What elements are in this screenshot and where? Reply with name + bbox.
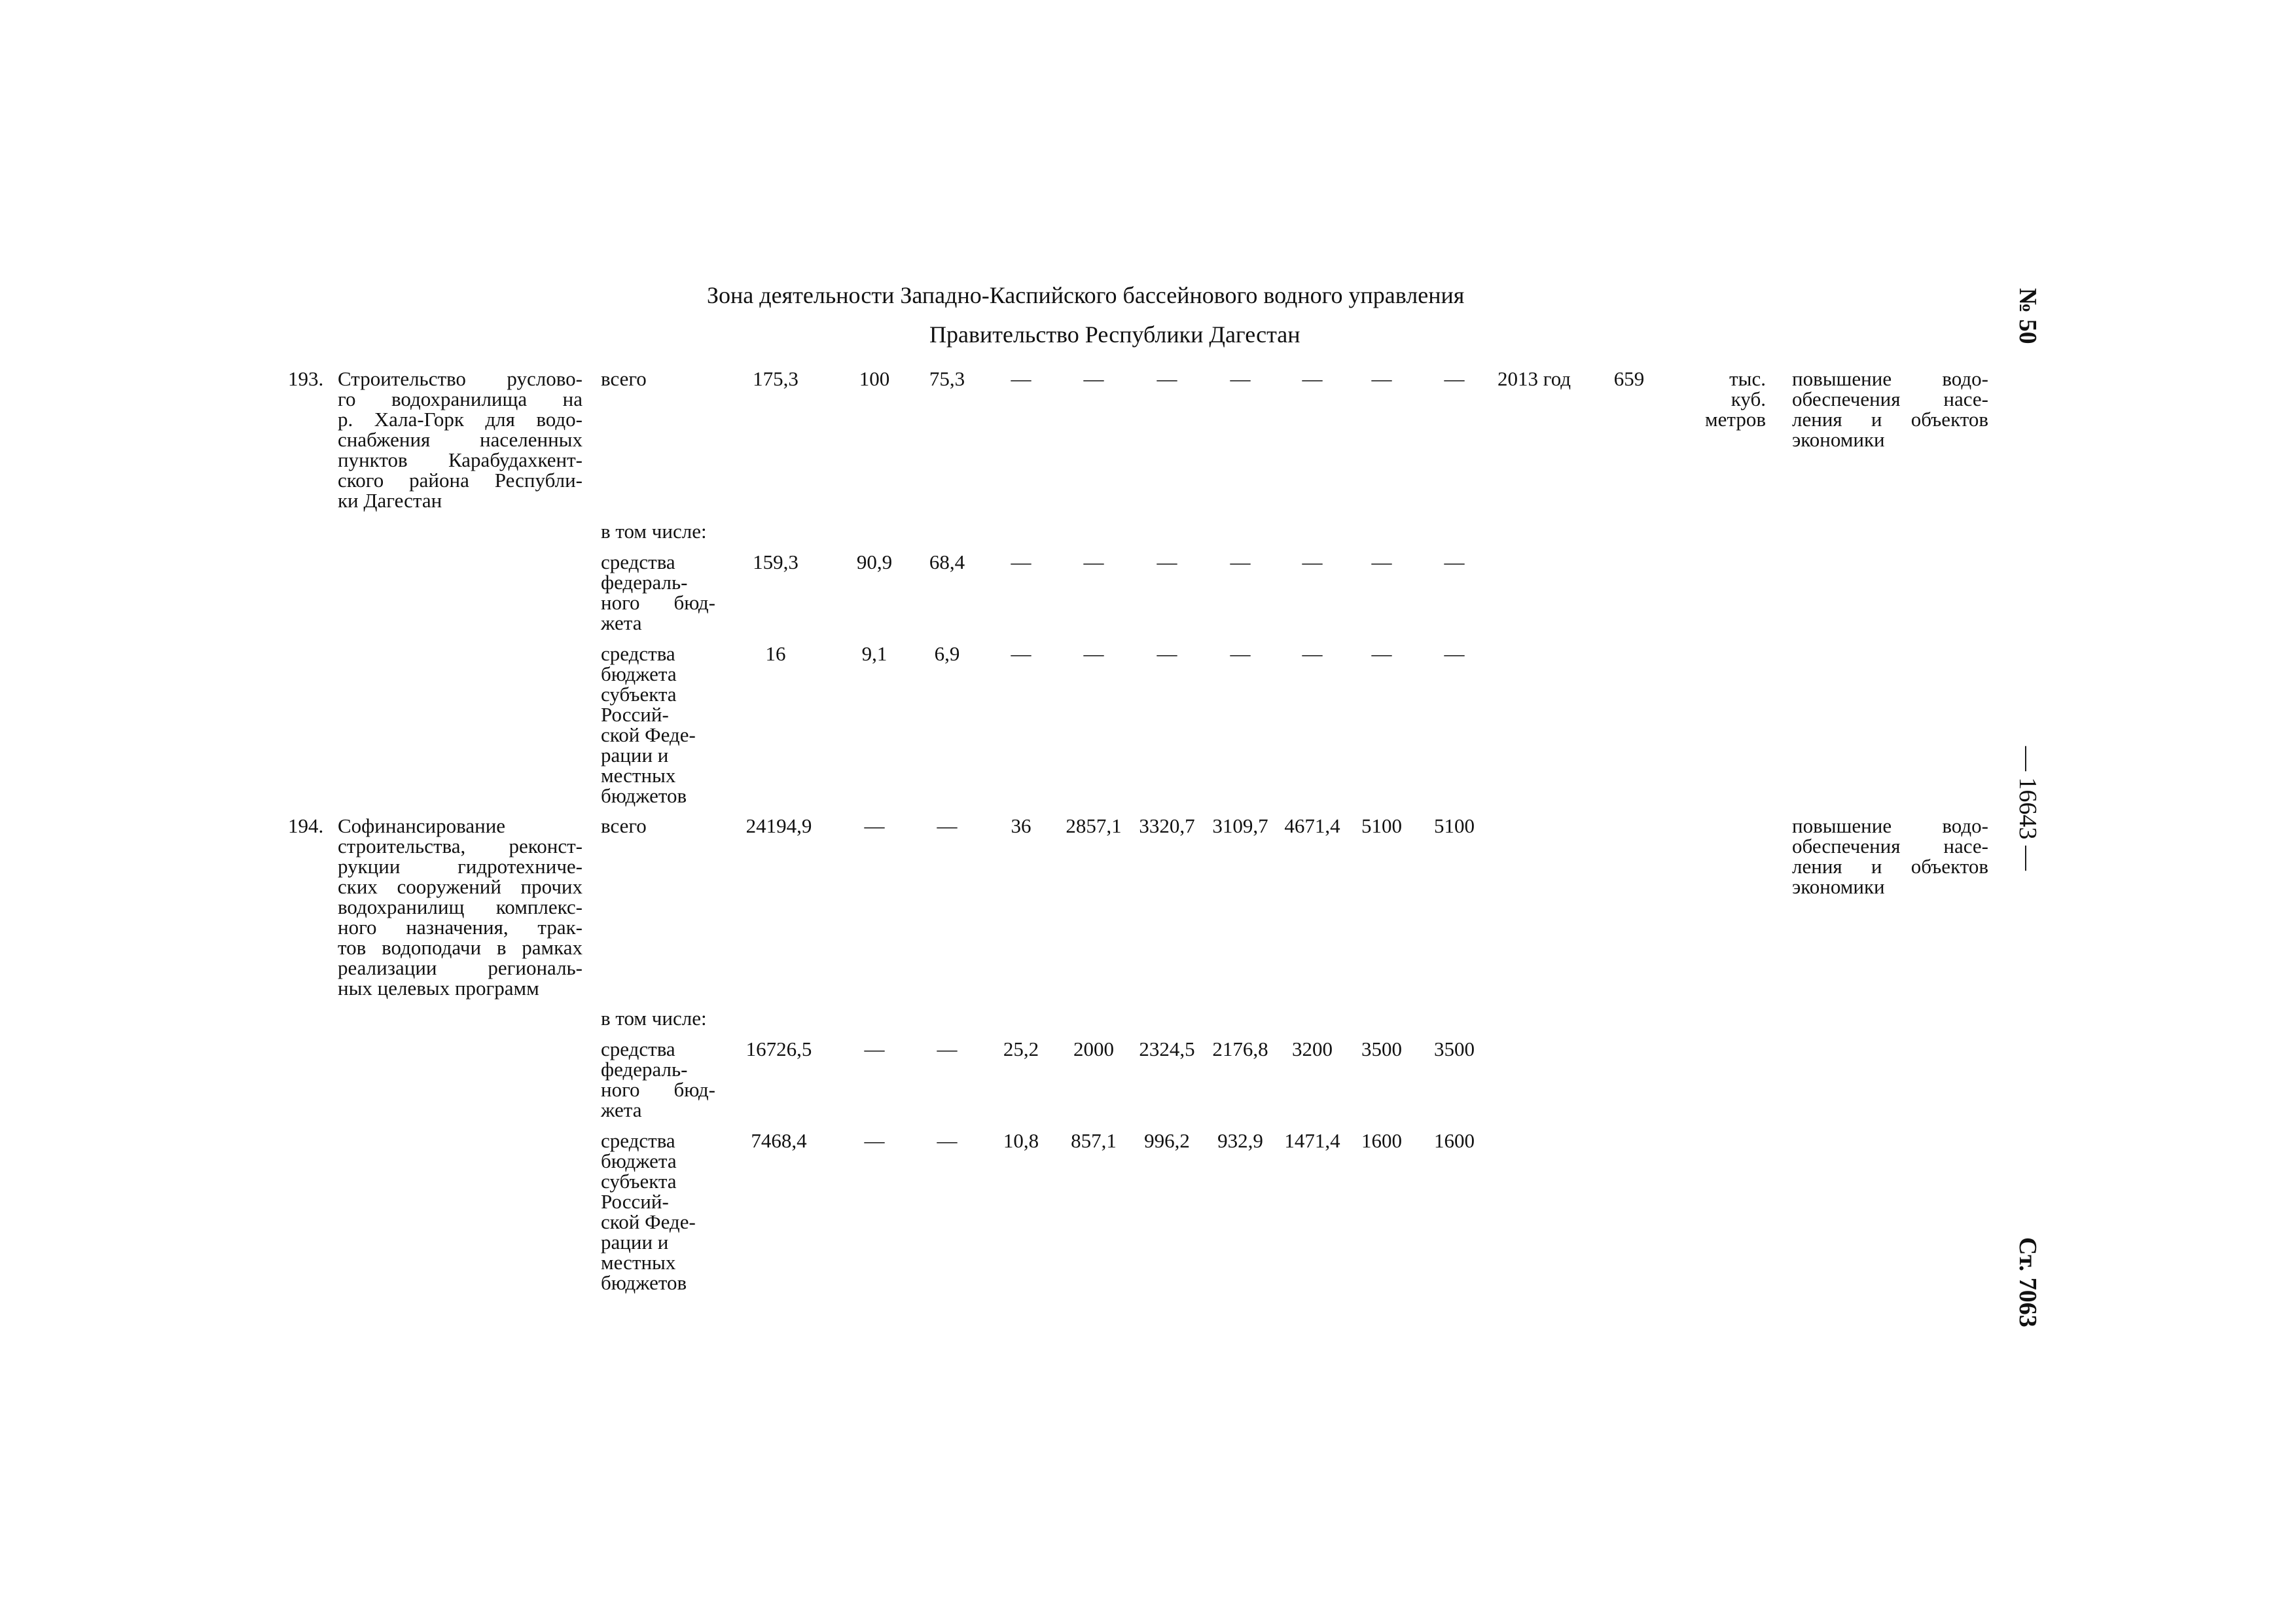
value-2014: —	[1083, 550, 1104, 573]
value-2019: —	[1444, 642, 1465, 665]
page-number: — 16643 —	[2014, 746, 2041, 871]
value-total: 16	[765, 642, 786, 665]
including-label: в том числе:	[601, 1007, 707, 1030]
value-2016: —	[1230, 367, 1251, 390]
regional-label: средства бюджета субъекта Россий- ской Феде- рации и местных бюджетов	[601, 642, 696, 807]
value-2013: —	[1011, 642, 1031, 665]
value-2016: 3109,7	[1212, 814, 1268, 837]
federal-label: средства федераль- ного бюд- жета	[601, 550, 715, 634]
value-2011: 9,1	[861, 642, 888, 665]
capacity: 659	[1613, 367, 1645, 390]
value-total: 175,3	[753, 367, 798, 390]
value-2013: 36	[1011, 814, 1031, 837]
value-total: 16726,5	[745, 1038, 812, 1060]
value-2016: 2176,8	[1212, 1038, 1268, 1060]
value-2018: —	[1371, 367, 1392, 390]
expected-result: повышение водо- обеспечения насе- ления и объектов экономики	[1792, 814, 1988, 898]
value-2019: —	[1444, 367, 1465, 390]
value-total: 7468,4	[751, 1129, 807, 1152]
value-2011: —	[864, 1038, 885, 1060]
measure-name: Софинансирование строительства, реконст- рукции гидротехниче- ских сооружений прочих водохранилищ комплекс- ного назначения, трак- тов водоподачи в рамках реализации региональ- ных целевых программ	[338, 814, 583, 1000]
value-2018: —	[1371, 642, 1392, 665]
value-2017: 4671,4	[1284, 814, 1340, 837]
value-2012: 6,9	[934, 642, 960, 665]
value-2011: 90,9	[856, 550, 893, 573]
value-2017: —	[1302, 550, 1323, 573]
value-total: 159,3	[753, 550, 798, 573]
value-2013: 25,2	[1003, 1038, 1039, 1060]
value-2018: —	[1371, 550, 1392, 573]
value-2011: —	[864, 1129, 885, 1152]
value-2012: 68,4	[929, 550, 965, 573]
unit: тыс. куб. метров	[1705, 367, 1766, 431]
value-2015: 3320,7	[1139, 814, 1195, 837]
government-title: Правительство Республики Дагестан	[929, 321, 1300, 348]
value-2019: —	[1444, 550, 1465, 573]
value-2013: 10,8	[1003, 1129, 1039, 1152]
value-2011: —	[864, 814, 885, 837]
value-2015: 2324,5	[1139, 1038, 1195, 1060]
value-2012: —	[937, 814, 958, 837]
value-2019: 1600	[1434, 1129, 1475, 1152]
value-2016: —	[1230, 642, 1251, 665]
value-2014: —	[1083, 367, 1104, 390]
total-label: всего	[601, 367, 647, 390]
value-2014: —	[1083, 642, 1104, 665]
value-2012: 75,3	[929, 367, 965, 390]
expected-result: повышение водо- обеспечения насе- ления и объектов экономики	[1792, 367, 1988, 451]
value-2017: —	[1302, 367, 1323, 390]
article-number: Ст. 7063	[2014, 1237, 2041, 1327]
value-2013: —	[1011, 367, 1031, 390]
value-2018: 1600	[1361, 1129, 1402, 1152]
row-number: 194.	[288, 814, 324, 837]
value-2015: —	[1157, 642, 1177, 665]
total-label: всего	[601, 814, 647, 837]
value-2015: —	[1157, 367, 1177, 390]
value-2014: 2000	[1073, 1038, 1114, 1060]
value-2015: 996,2	[1144, 1129, 1190, 1152]
row-number: 193.	[288, 367, 324, 390]
measure-name: Строительство руслово- го водохранилища на р. Хала-Горк для водо- снабжения населенных пунктов Карабудахкент- ского района Республи- ки Дагестан	[338, 367, 583, 512]
value-2018: 3500	[1361, 1038, 1402, 1060]
value-total: 24194,9	[745, 814, 812, 837]
value-2016: —	[1230, 550, 1251, 573]
federal-label: средства федераль- ного бюд- жета	[601, 1038, 715, 1121]
completion-year: 2013 год	[1498, 367, 1571, 390]
value-2013: —	[1011, 550, 1031, 573]
value-2011: 100	[859, 367, 890, 390]
including-label: в том числе:	[601, 520, 707, 543]
value-2015: —	[1157, 550, 1177, 573]
issue-number: № 50	[2014, 288, 2041, 344]
value-2012: —	[937, 1129, 958, 1152]
value-2012: —	[937, 1038, 958, 1060]
value-2017: 3200	[1292, 1038, 1333, 1060]
value-2017: —	[1302, 642, 1323, 665]
value-2018: 5100	[1361, 814, 1402, 837]
regional-label: средства бюджета субъекта Россий- ской Феде- рации и местных бюджетов	[601, 1129, 696, 1294]
value-2019: 5100	[1434, 814, 1475, 837]
zone-title: Зона деятельности Западно-Каспийского бассейнового водного управления	[707, 282, 1465, 308]
value-2017: 1471,4	[1284, 1129, 1340, 1152]
value-2019: 3500	[1434, 1038, 1475, 1060]
value-2016: 932,9	[1217, 1129, 1263, 1152]
value-2014: 857,1	[1071, 1129, 1117, 1152]
value-2014: 2857,1	[1066, 814, 1122, 837]
